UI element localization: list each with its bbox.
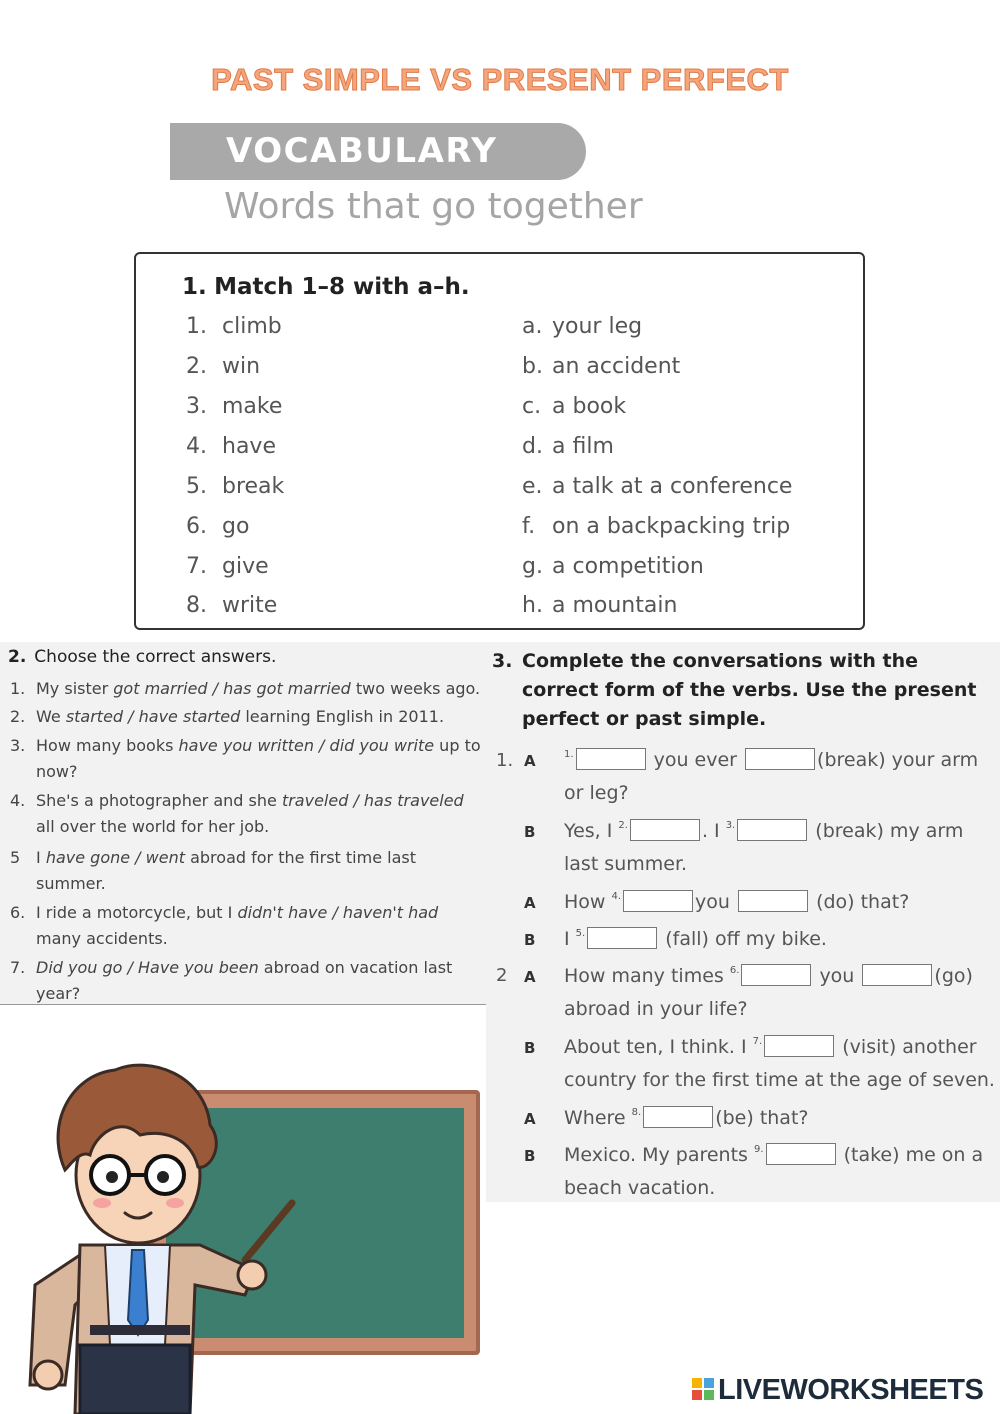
answer-blank[interactable] bbox=[630, 819, 700, 841]
item-number: 3. bbox=[186, 394, 207, 419]
line-text: . I bbox=[701, 820, 720, 842]
answer-blank[interactable] bbox=[576, 748, 646, 770]
item-text: climb bbox=[222, 314, 282, 339]
question-text bbox=[10, 704, 482, 730]
question-item bbox=[10, 704, 482, 730]
answer-blank[interactable] bbox=[862, 964, 932, 986]
exercise-1-box bbox=[134, 252, 865, 630]
conversation-line: or leg? bbox=[564, 782, 629, 804]
match-right-item bbox=[522, 354, 680, 379]
item-letter: h. bbox=[522, 593, 543, 618]
line-text: (visit) another bbox=[842, 1036, 977, 1058]
answer-options[interactable]: Did you go / Have you been bbox=[36, 958, 259, 977]
question-post: all over the world for her job. bbox=[36, 817, 270, 836]
gap-number: 1. bbox=[564, 749, 574, 760]
match-right-item bbox=[522, 394, 626, 419]
exercise-1-instruction: Match 1–8 with a–h. bbox=[214, 274, 470, 300]
match-left-item bbox=[186, 434, 276, 459]
item-text: win bbox=[222, 354, 261, 379]
item-text: an accident bbox=[552, 354, 681, 379]
question-item bbox=[10, 733, 482, 785]
match-right-item bbox=[522, 474, 792, 499]
item-text: have bbox=[222, 434, 276, 459]
conversation-line bbox=[564, 819, 963, 842]
line-text: you bbox=[695, 891, 730, 913]
liveworksheets-logo-icon bbox=[692, 1378, 714, 1400]
conversation-2-number: 2 bbox=[496, 965, 508, 986]
question-pre: She's a photographer and she bbox=[36, 791, 282, 810]
item-text: write bbox=[222, 593, 278, 618]
item-text: give bbox=[222, 554, 269, 579]
question-text bbox=[10, 900, 482, 952]
speaker-a: A bbox=[524, 1110, 536, 1128]
question-pre: I ride a motorcycle, but I bbox=[36, 903, 238, 922]
conversation-line bbox=[564, 1106, 809, 1129]
question-item bbox=[10, 676, 482, 702]
match-left-item bbox=[186, 474, 284, 499]
vocabulary-label: VOCABULARY bbox=[226, 131, 498, 171]
answer-blank[interactable] bbox=[623, 890, 693, 912]
gap-number: 3. bbox=[725, 820, 736, 831]
line-text: you bbox=[819, 965, 855, 987]
line-text: (do) that? bbox=[816, 891, 910, 913]
question-post: learning English in 2011. bbox=[240, 707, 445, 726]
gap-number: 6. bbox=[729, 965, 740, 976]
exercise-2-section bbox=[0, 642, 486, 1005]
line-text: (break) my arm bbox=[815, 820, 964, 842]
question-post: up to now? bbox=[36, 736, 481, 781]
gap-number: 5. bbox=[575, 928, 586, 939]
question-number: 2. bbox=[10, 707, 26, 726]
exercise-2-instruction: Choose the correct answers. bbox=[34, 647, 277, 667]
answer-options[interactable]: got married / has got married bbox=[113, 679, 351, 698]
exercise-3-instruction: Complete the conversations with the correct form of the verbs. Use the present perfect or past simple. bbox=[522, 650, 977, 730]
item-text: go bbox=[222, 514, 250, 539]
conversation-line bbox=[564, 748, 978, 771]
line-text: About ten, I think. I bbox=[564, 1036, 747, 1058]
gap-number: 2. bbox=[618, 820, 628, 831]
conversation-line bbox=[564, 927, 827, 950]
line-text: Where bbox=[564, 1107, 626, 1129]
answer-blank[interactable] bbox=[745, 748, 815, 770]
item-number: 7. bbox=[186, 554, 207, 579]
item-number: 8. bbox=[186, 593, 207, 618]
question-number: 1. bbox=[10, 679, 26, 698]
item-text: a competition bbox=[552, 554, 704, 579]
exercise-3-number: 3. bbox=[492, 650, 513, 672]
item-text: make bbox=[222, 394, 283, 419]
exercise-2-heading bbox=[8, 647, 276, 667]
exercise-3-heading bbox=[492, 647, 997, 734]
line-text: How bbox=[564, 891, 606, 913]
answer-blank[interactable] bbox=[737, 819, 807, 841]
conversation-line bbox=[564, 1143, 983, 1166]
speaker-b: B bbox=[524, 931, 536, 949]
conversation-line: country for the first time at the age of seven. bbox=[564, 1069, 995, 1091]
line-text: (take) me on a bbox=[843, 1144, 984, 1166]
question-number: 7. bbox=[10, 958, 26, 977]
item-number: 6. bbox=[186, 514, 207, 539]
match-right-item bbox=[522, 593, 677, 618]
line-text: (be) that? bbox=[715, 1107, 809, 1129]
speaker-a: A bbox=[524, 752, 536, 770]
answer-options[interactable]: have you written / did you write bbox=[178, 736, 435, 755]
item-letter: d. bbox=[522, 434, 543, 459]
speaker-a: A bbox=[524, 968, 536, 986]
question-pre: My sister bbox=[36, 679, 114, 698]
question-post: abroad on vacation last year? bbox=[36, 958, 453, 1003]
exercise-3-section bbox=[486, 642, 1000, 1202]
conversation-line bbox=[564, 1035, 977, 1058]
item-text: your leg bbox=[552, 314, 643, 339]
speaker-b: B bbox=[524, 1039, 536, 1057]
item-text: a mountain bbox=[552, 593, 678, 618]
question-post: abroad for the first time last summer. bbox=[36, 848, 416, 893]
item-text: a talk at a conference bbox=[552, 474, 793, 499]
match-right-item bbox=[522, 434, 614, 459]
vocabulary-banner bbox=[170, 123, 586, 180]
question-text bbox=[10, 733, 482, 785]
answer-blank[interactable] bbox=[738, 890, 808, 912]
question-text bbox=[10, 955, 482, 1007]
question-post: two weeks ago. bbox=[350, 679, 481, 698]
speaker-b: B bbox=[524, 1147, 536, 1165]
conversation-line: beach vacation. bbox=[564, 1177, 716, 1199]
exercise-2-number: 2. bbox=[8, 647, 27, 667]
exercise-1-heading bbox=[182, 274, 470, 300]
question-pre: We bbox=[36, 707, 66, 726]
question-number: 4. bbox=[10, 791, 26, 810]
question-post: many accidents. bbox=[36, 929, 168, 948]
gap-number: 9. bbox=[754, 1144, 764, 1155]
speaker-a: A bbox=[524, 894, 536, 912]
speaker-b: B bbox=[524, 823, 536, 841]
conversation-line: abroad in your life? bbox=[564, 998, 748, 1020]
line-text: How many times bbox=[564, 965, 724, 987]
question-text bbox=[10, 676, 482, 702]
gap-number: 7. bbox=[752, 1036, 763, 1047]
item-text: break bbox=[222, 474, 285, 499]
gap-number: 4. bbox=[611, 891, 622, 902]
item-letter: c. bbox=[522, 394, 542, 419]
liveworksheets-logo: LIVEWORKSHEETS bbox=[718, 1374, 984, 1406]
match-left-item bbox=[186, 514, 249, 539]
answer-blank[interactable] bbox=[741, 964, 811, 986]
line-text: (go) bbox=[934, 965, 973, 987]
match-left-item bbox=[186, 394, 282, 419]
question-number: 5 bbox=[10, 848, 21, 867]
item-number: 4. bbox=[186, 434, 207, 459]
conversation-1-number: 1. bbox=[496, 750, 514, 771]
line-text: Yes, I bbox=[564, 820, 613, 842]
match-right-item bbox=[522, 514, 790, 539]
answer-blank[interactable] bbox=[766, 1143, 836, 1165]
line-text: (fall) off my bike. bbox=[665, 928, 827, 950]
item-text: a book bbox=[552, 394, 627, 419]
item-letter: f. bbox=[522, 514, 536, 539]
vocabulary-subtitle: Words that go together bbox=[224, 186, 643, 227]
line-text: you ever bbox=[653, 749, 737, 771]
answer-options[interactable]: traveled / has traveled bbox=[281, 791, 464, 810]
question-pre: I bbox=[36, 848, 46, 867]
answer-options[interactable]: started / have started bbox=[65, 707, 241, 726]
conversation-line bbox=[564, 964, 973, 987]
worksheet-title: PAST SIMPLE VS PRESENT PERFECT bbox=[211, 62, 789, 97]
match-left-item bbox=[186, 593, 277, 618]
item-number: 2. bbox=[186, 354, 207, 379]
question-number: 6. bbox=[10, 903, 26, 922]
line-text: (break) your arm bbox=[817, 749, 979, 771]
answer-blank[interactable] bbox=[764, 1035, 834, 1057]
item-letter: e. bbox=[522, 474, 543, 499]
teacher-illustration bbox=[20, 1055, 320, 1414]
match-right-item bbox=[522, 314, 642, 339]
question-text bbox=[10, 845, 482, 897]
answer-blank[interactable] bbox=[587, 927, 657, 949]
conversation-line: last summer. bbox=[564, 853, 688, 875]
line-text: Mexico. My parents bbox=[564, 1144, 748, 1166]
question-pre: How many books bbox=[36, 736, 179, 755]
item-number: 5. bbox=[186, 474, 207, 499]
conversation-line bbox=[564, 890, 909, 913]
answer-options[interactable]: have gone / went bbox=[45, 848, 185, 867]
gap-number: 8. bbox=[631, 1107, 642, 1118]
match-left-item bbox=[186, 554, 269, 579]
question-item bbox=[10, 788, 482, 840]
answer-blank[interactable] bbox=[643, 1106, 713, 1128]
question-item bbox=[10, 845, 482, 897]
line-text: I bbox=[564, 928, 570, 950]
item-letter: b. bbox=[522, 354, 543, 379]
item-text: a film bbox=[552, 434, 614, 459]
item-letter: a. bbox=[522, 314, 543, 339]
item-letter: g. bbox=[522, 554, 543, 579]
match-left-item bbox=[186, 314, 282, 339]
question-text bbox=[10, 788, 482, 840]
question-item bbox=[10, 955, 482, 1007]
answer-options[interactable]: didn't have / haven't had bbox=[237, 903, 439, 922]
item-number: 1. bbox=[186, 314, 207, 339]
question-number: 3. bbox=[10, 736, 26, 755]
item-text: on a backpacking trip bbox=[552, 514, 791, 539]
match-left-item bbox=[186, 354, 260, 379]
exercise-1-number: 1. bbox=[182, 274, 207, 300]
question-item bbox=[10, 900, 482, 952]
match-right-item bbox=[522, 554, 704, 579]
